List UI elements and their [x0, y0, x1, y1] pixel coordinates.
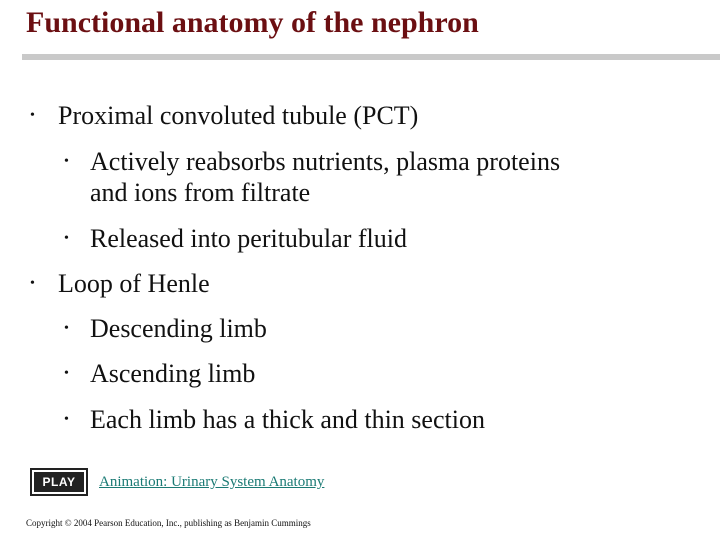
bullet-each-limb: [64, 405, 485, 435]
bullet-text: Each limb has a thick and thin section: [90, 405, 485, 434]
copyright-notice: Copyright © 2004 Pearson Education, Inc., publishing as Benjamin Cummings: [26, 518, 311, 528]
bullet-dot: •: [64, 154, 69, 169]
animation-link[interactable]: Animation: Urinary System Anatomy: [99, 474, 325, 490]
bullet-dot: •: [64, 321, 69, 336]
bullet-text: Released into peritubular fluid: [90, 224, 407, 253]
bullet-text: Descending limb: [90, 314, 267, 343]
bullet-ascending-limb: [64, 359, 256, 389]
bullet-text: Proximal convoluted tubule (PCT): [58, 101, 419, 130]
bullet-released: [64, 224, 407, 254]
bullet-dot: •: [64, 231, 69, 246]
bullet-dot: •: [30, 276, 35, 291]
bullet-dot: •: [64, 366, 69, 381]
bullet-pct: [30, 101, 419, 131]
bullet-descending-limb: [64, 314, 267, 344]
bullet-text: and ions from filtrate: [90, 178, 311, 207]
slide-title: Functional anatomy of the nephron: [26, 6, 479, 39]
bullet-dot: •: [30, 108, 35, 123]
bullet-dot: •: [64, 412, 69, 427]
bullet-loop-of-henle: [30, 269, 210, 299]
bullet-text: Loop of Henle: [58, 269, 210, 298]
bullet-text: Actively reabsorbs nutrients, plasma proteins: [90, 147, 561, 176]
play-label: PLAY: [35, 472, 83, 492]
bullet-continuation: [90, 178, 310, 208]
play-button[interactable]: [30, 468, 88, 496]
bullet-actively-reabsorbs: [64, 147, 561, 177]
bullet-text: Ascending limb: [90, 359, 256, 388]
